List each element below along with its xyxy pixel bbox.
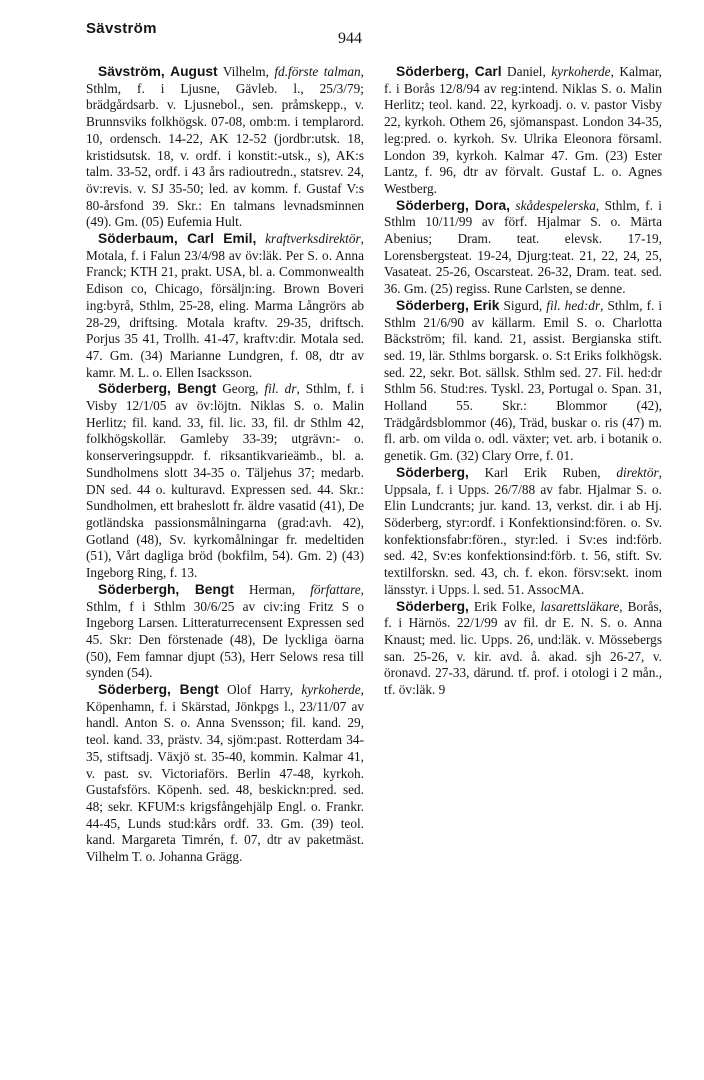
entry-given-names: Georg, <box>216 381 265 397</box>
entry-name: Söderberg, Bengt <box>98 381 217 397</box>
biography-entry <box>384 465 662 599</box>
entry-occupation: kyrkoherde <box>301 682 361 698</box>
page-number: 944 <box>338 30 362 47</box>
entry-given-names: Daniel, <box>501 64 552 79</box>
biography-entry <box>86 582 364 682</box>
biography-entry <box>86 682 364 866</box>
entry-text: , Sthlm, f. i Sthlm 21/6/90 av källarm. Emil S. o. Charlotta Bäckström; fil. kand. 21, assist. Bergianska stift. sed. 19, lär. Sthlms borgarsk. o. S:t Eriks folkhögsk. sed. 22, sekr. Bot. sällsk. Sthlm sed. 27. Fil. hed:dr Sthlm 56. Stud:res. Tyskl. 23, Portugal o. Span. 31, Holland 55. Skr.: Blommor (42), Trädgårdsblommor (46), Träd, buskar o. ris (47) m. fl. arb. om vilda o. odl. växter; vet. arb. i botanik o. genetik. Gm. (32) Clary Orre, f. 01. <box>384 297 663 464</box>
entry-given-names: Karl Erik Ruben, <box>468 464 617 480</box>
entry-occupation: fil. dr <box>264 381 297 397</box>
entry-occupation: lasarettsläkare <box>540 598 620 614</box>
entry-name: Söderbergh, Bengt <box>98 581 234 597</box>
biography-entry <box>86 231 364 381</box>
entry-given-names: Erik Folke, <box>468 598 541 614</box>
entry-name: Söderberg, Erik <box>396 297 500 313</box>
biography-entry <box>384 198 662 298</box>
entry-given-names: Olof Harry, <box>218 682 302 698</box>
entry-name: Söderberg, <box>396 598 469 614</box>
biography-entry <box>384 599 662 699</box>
entry-name: Söderberg, Carl <box>396 64 502 79</box>
entry-text: , Borås, f. i Härnös. 22/1/99 av fil. dr E. N. S. o. Anna Knaust; med. lic. Upps. 26, und:läk. v. Mössebergs san. 25-26, v. kir. avd. å. akad. sjh 26-27, v. öronavd. 27-33, därund. tf. prof. i otologi i 2 mån., tf. öv:läk. 9 <box>384 598 662 698</box>
entry-text: , Sthlm, f i Sthlm 30/6/25 av civ:ing Fritz S o Ingeborg Larsen. Litteraturrecensent Expressen sed 45. Skr: Den förstenade (48), De lyckliga öarna (50), Fem famnar djupt (53), Herr Selows resa till synden (54). <box>86 581 364 681</box>
entry-name: Söderberg, Dora, <box>396 197 511 213</box>
entry-occupation: kyrkoherde <box>551 64 611 79</box>
entry-text: , Kalmar, f. i Borås 12/8/94 av reg:intend. Niklas S. o. Malin Herlitz; teol. kand. 22, kyrkoadj. o. v. pastor Visby 22, kyrkoh. Othem 26, sjömanspast. London 34-35, leg:pred. o. kyrkoh. Sv. Ulrika Eleonora församl. London 39, kyrkoh. Kalmar 47. Gm. (23) Ester Lantz, f. 96, dtr av förvalt. Gustaf L. o. Agnes Westberg. <box>384 64 662 196</box>
right-column <box>384 64 662 699</box>
entry-name: Söderberg, Bengt <box>98 682 219 698</box>
entry-occupation: skådespelerska <box>515 197 596 213</box>
entry-text: , Köpenhamn, f. i Skärstad, Jönkpgs l., 23/11/07 av handl. Anton S. o. Anna Svensson; fil. kand. 29, teol. kand. 33, prästv. 34, sjöm:past. Rotterdam 34-35, stiftsadj. Växjö st. 35-40, kommin. Kalmar 41, v. past. sv. Victoriaförs. Berlin 47-48, kyrkoh. Gustafsförs. Köpenh. sed. 48, beskickn:pred. sed. 48; sekr. KFUM:s krigsfångehjälp Engl. o. Frankr. 44-45, Lunds stud:kårs ordf. 33. Gm. (39) teol. kand. Margareta Timrén, f. 07, dtr av paketmäst. Vilhelm T. o. Johanna Grägg. <box>86 682 364 865</box>
entry-occupation: fd.förste talman <box>274 64 361 79</box>
entry-name: Söderbaum, Carl Emil, <box>98 231 257 247</box>
biography-entry <box>384 64 662 198</box>
entry-occupation: direktör <box>616 464 659 480</box>
entry-occupation: författare <box>310 581 361 597</box>
biography-entry <box>384 298 662 465</box>
entry-given-names <box>256 231 265 246</box>
entry-given-names: Vilhelm, <box>217 64 275 79</box>
entry-occupation: kraftverksdirektör <box>265 231 361 247</box>
entry-text: , Sthlm, f. i Visby 12/1/05 av öv:löjtn. Niklas S. o. Malin Herlitz; fil. kand. 33, fil. lic. 33, fil. dr Sthlm 42, folkhögskollär. Gamleby 33-39; utgrävn:- o. konserveringsuppdr. f. riksantikvarieämb., bl. a. Sundholmens slott 34-35 o. Täljehus 37; medarb. DN sed. 44 o. kulturavd. Expressen sed. 44. Skr.: Sundholmen, ett braheslott fr. äldre vasatid (41), De gotländska passionsmålningarna (grad:avh. 42), Gotland (48), Sv. kyrkomålningar fr. medeltiden (51), Vårt dagliga bröd (bokfilm, 54). Gm. 2) (43) Ingeborg Ring, f. 13. <box>86 381 364 581</box>
entry-name: Sävström, August <box>98 64 218 79</box>
entry-text: , Sthlm, f. i Sthlm 10/11/99 av förf. Hjalmar S. o. Märta Abenius; Dram. teat. elevsk. 17-19, Lorensbergsteat. 19-24, Djurg:teat. 21, 22, 24, 25, Vasateat. 25-26, Oscarsteat. 26-32, Dram. teat. sed. 36. Gm. (25) regiss. Rune Carlsten, se denne. <box>384 197 662 297</box>
biography-entry <box>86 381 364 581</box>
entry-given-names: Herman, <box>233 581 311 597</box>
entry-text: , Uppsala, f. i Upps. 26/7/88 av fabr. Hjalmar S. o. Elin Lundcrants; jur. kand. 13, verkst. dir. i ab Hj. Söderberg, styr:ordf. i Konfektionsind:fören. o. Sv. konfektionsfabr:fören., styr:led. i Sv:es ind:förb. sed. 42, Sv:es konfektionsind:förb. t. 56, stift. Sv. textilforskn. sed. 43, ch. f. ekon. försv:sekt. inom länsstyr. i Upps. l. sed. 51. AssocMA. <box>384 464 662 597</box>
running-head: Sävström <box>86 20 157 37</box>
entry-occupation: fil. hed:dr <box>546 297 601 313</box>
biography-entry <box>86 64 364 231</box>
entry-name: Söderberg, <box>396 464 469 480</box>
entry-text: , Sthlm, f. i Ljusne, Gävleb. l., 25/3/79; brädgårdsarb. v. Ljusnebol., sen. pråmskepp., v. Brunnsviks folkhögsk. 07-08, omb:m. i templarord. 10, ordensch. 14-22, AK 12-52 (jordbr:utsk. 18, kristidsutsk. 18, v. ordf. i konstit:-utsk., s), AK:s talm. 33-52, ordf. i 43 års radioutredn., statsrev. 24, öv:revis. v. SJ 35-50; led. av komm. f. Gustaf V:s 80-årsfond 39. Skr.: En talmans levnadsminnen (49). Gm. (05) Eufemia Hult. <box>86 64 364 230</box>
entry-text: , Motala, f. i Falun 23/4/98 av öv:läk. Per S. o. Anna Franck; KTH 21, prakt. USA, bl. a. Commonwealth Edison co, Chicago, försäljn:ing. Brown Boveri ing:byrå, Sthlm, 25-28, eling. Marma Långrörs ab 28-29, driftsing. Motala kraftv. 29-35, driftsch. Porjus 35 41, Trollh. 41-47, kraftv:dir. Motala sed. 47. Gm. (34) Marianne Lundgren, f. 08, dtr av kamr. M. L. o. Ellen Isacksson. <box>86 231 364 380</box>
entry-given-names: Sigurd, <box>499 297 547 313</box>
left-column <box>86 64 364 866</box>
